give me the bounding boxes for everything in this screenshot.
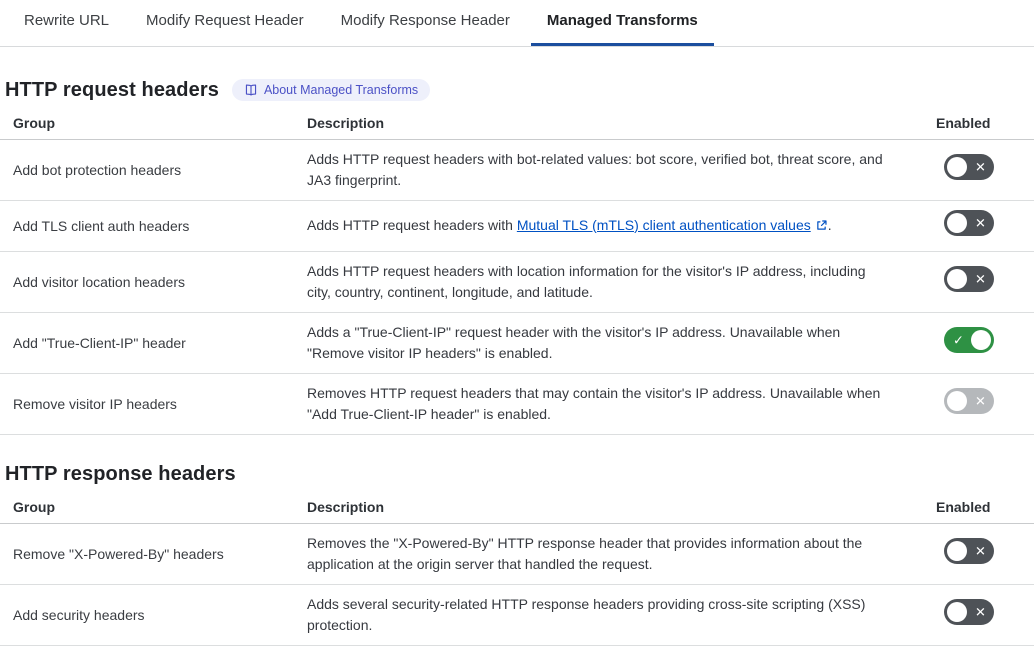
response-headers-table	[0, 487, 1034, 646]
description-cell: Adds HTTP request headers with location information for the visitor's IP address, including city, country, continent, longitude, and latitude.	[307, 252, 920, 313]
toggle-cell	[920, 201, 1034, 252]
group-cell: Remove "X-Powered-By" headers	[0, 524, 307, 585]
toggle-switch[interactable]	[944, 327, 994, 353]
group-cell: Add visitor location headers	[0, 252, 307, 313]
toggle-glyph: ✓	[953, 332, 964, 348]
group-cell: Add bot protection headers	[0, 140, 307, 201]
toggle-glyph: ✕	[975, 604, 986, 620]
transform-rules-tab-bar	[0, 0, 1034, 47]
toggle-switch[interactable]	[944, 388, 994, 414]
toggle-knob	[947, 391, 967, 411]
toggle-switch[interactable]	[944, 210, 994, 236]
toggle-switch[interactable]	[944, 266, 994, 292]
group-cell: Add "True-Client-IP" header	[0, 313, 307, 374]
external-link-icon	[815, 217, 828, 238]
toggle-knob	[947, 157, 967, 177]
description-cell	[307, 201, 920, 252]
toggle-switch[interactable]	[944, 538, 994, 564]
mtls-link[interactable]: Mutual TLS (mTLS) client authentication values	[516, 216, 811, 233]
table-row	[0, 374, 1034, 435]
description-cell: Removes HTTP request headers that may contain the visitor's IP address. Unavailable when "Add True-Client-IP header" is enabled.	[307, 374, 920, 435]
toggle-cell	[920, 585, 1034, 646]
toggle-cell	[920, 140, 1034, 201]
toggle-knob	[947, 602, 967, 622]
toggle-knob	[947, 541, 967, 561]
book-icon	[244, 83, 258, 97]
toggle-glyph: ✕	[975, 215, 986, 231]
description-cell: Adds a "True-Client-IP" request header with the visitor's IP address. Unavailable when "Remove visitor IP headers" is enabled.	[307, 313, 920, 374]
response-headers-section-head	[5, 461, 1034, 487]
toggle-glyph: ✕	[975, 543, 986, 559]
toggle-knob	[947, 269, 967, 289]
table-row	[0, 585, 1034, 646]
description-cell: Adds several security-related HTTP response headers providing cross-site scripting (XSS) protection.	[307, 585, 920, 646]
column-header-description: Description	[307, 103, 920, 140]
tab-managed-transforms[interactable]: Managed Transforms	[531, 0, 714, 46]
group-cell: Remove visitor IP headers	[0, 374, 307, 435]
toggle-glyph: ✕	[975, 159, 986, 175]
column-header-group: Group	[0, 103, 307, 140]
table-row	[0, 252, 1034, 313]
toggle-cell	[920, 524, 1034, 585]
column-header-group: Group	[0, 487, 307, 524]
badge-label: About Managed Transforms	[263, 83, 419, 97]
toggle-switch[interactable]	[944, 599, 994, 625]
toggle-switch[interactable]	[944, 154, 994, 180]
tab-modify-request-header[interactable]: Modify Request Header	[130, 0, 320, 46]
toggle-glyph: ✕	[975, 271, 986, 287]
request-headers-title: HTTP request headers	[5, 78, 219, 101]
toggle-knob	[971, 330, 991, 350]
tab-rewrite-url[interactable]: Rewrite URL	[8, 0, 125, 46]
table-row	[0, 140, 1034, 201]
request-headers-table	[0, 103, 1034, 435]
about-managed-transforms-link[interactable]	[232, 79, 430, 101]
toggle-cell	[920, 313, 1034, 374]
table-row	[0, 201, 1034, 252]
group-cell: Add TLS client auth headers	[0, 201, 307, 252]
tab-modify-response-header[interactable]: Modify Response Header	[325, 0, 526, 46]
response-headers-title: HTTP response headers	[5, 462, 236, 485]
description-cell: Adds HTTP request headers with bot-related values: bot score, verified bot, threat score, and JA3 fingerprint.	[307, 140, 920, 201]
description-text: .	[827, 216, 832, 233]
table-row	[0, 313, 1034, 374]
group-cell: Add security headers	[0, 585, 307, 646]
table-header-row	[0, 487, 1034, 524]
table-header-row	[0, 103, 1034, 140]
description-text: Adds HTTP request headers with	[307, 216, 517, 233]
table-row	[0, 524, 1034, 585]
toggle-knob	[947, 213, 967, 233]
toggle-glyph: ✕	[975, 393, 986, 409]
toggle-cell	[920, 374, 1034, 435]
column-header-description: Description	[307, 487, 920, 524]
description-cell: Removes the "X-Powered-By" HTTP response header that provides information about the application at the origin server that handled the request.	[307, 524, 920, 585]
column-header-enabled: Enabled	[920, 487, 1034, 524]
request-headers-section-head	[5, 77, 1034, 103]
column-header-enabled: Enabled	[920, 103, 1034, 140]
toggle-cell	[920, 252, 1034, 313]
